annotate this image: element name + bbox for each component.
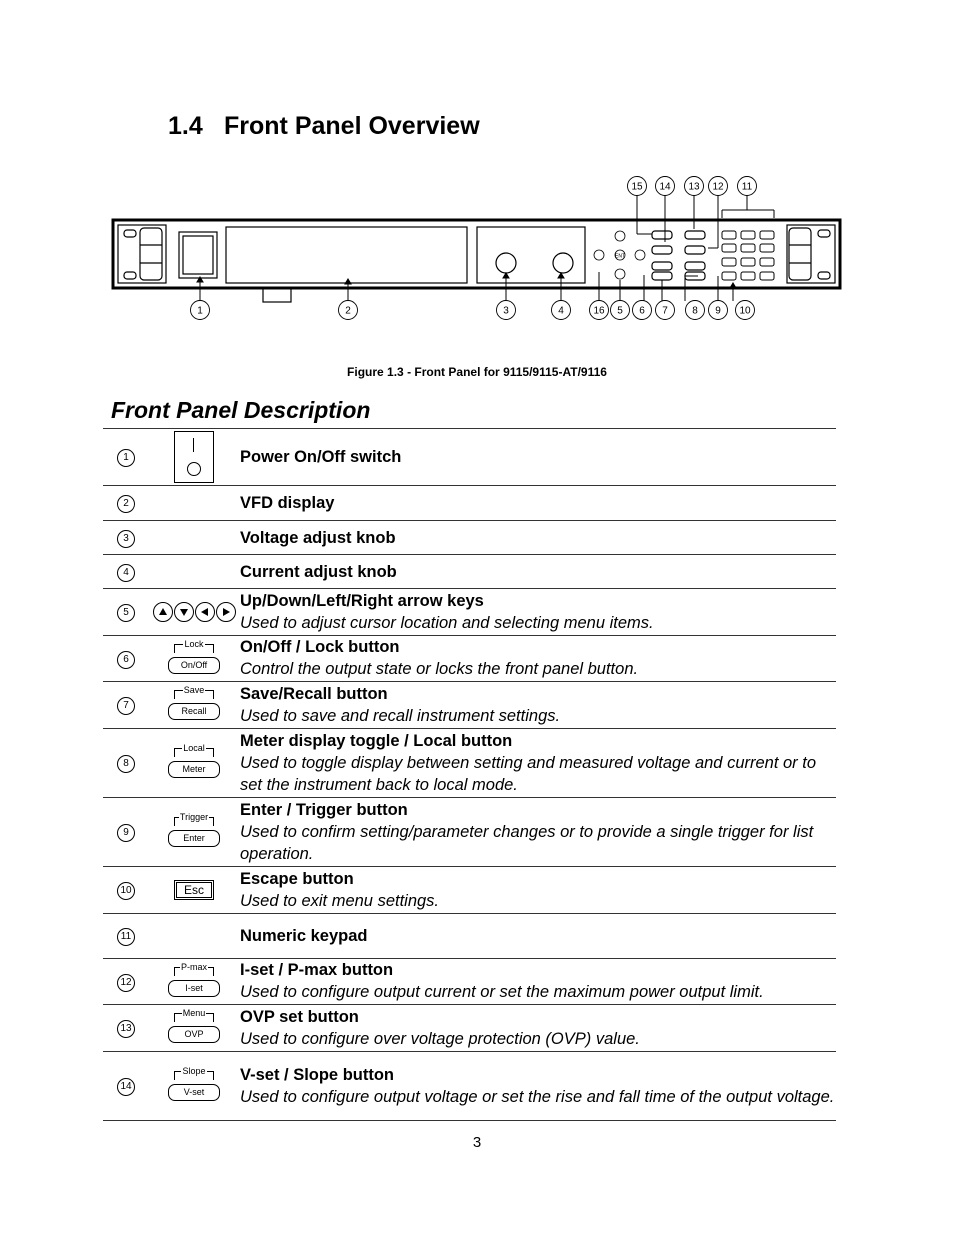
table-row (103, 867, 836, 914)
callout-10: 10 (739, 305, 751, 317)
voltage-knob (496, 253, 516, 273)
table-row (103, 682, 836, 729)
table-row (103, 959, 836, 1005)
table-row (103, 1005, 836, 1052)
callout-11: 11 (741, 181, 753, 193)
callout-1: 1 (197, 305, 203, 317)
leader-lines (197, 195, 774, 301)
callout-6: 6 (639, 305, 645, 317)
right-arrow-icon (216, 602, 236, 622)
callout-13: 13 (688, 181, 700, 193)
callout-5: 5 (617, 305, 623, 317)
item-number: 6 (117, 651, 135, 669)
item-number: 3 (117, 530, 135, 548)
item-title: Save/Recall button (240, 684, 388, 703)
item-title: V-set / Slope button (240, 1065, 395, 1084)
figure-caption: Figure 1.3 - Front Panel for 9115/9115-AT/9116 (347, 365, 607, 379)
item-description: Used to configure output current or set the maximum power output limit. (240, 983, 764, 1002)
item-title: Up/Down/Left/Right arrow keys (240, 591, 484, 610)
function-keys (652, 231, 705, 280)
callout-3: 3 (503, 305, 509, 317)
item-title: Enter / Trigger button (240, 800, 408, 819)
item-description: Used to confirm setting/parameter changes or to provide a single trigger for list operation. (240, 822, 814, 863)
enter-label: ENT (615, 253, 625, 260)
item-title: Escape button (240, 869, 354, 888)
item-number: 10 (117, 882, 135, 900)
item-number: 5 (117, 604, 135, 622)
item-number: 7 (117, 697, 135, 715)
left-arrow-icon (195, 602, 215, 622)
esc-key-icon: Esc (174, 880, 214, 900)
table-row (103, 521, 836, 555)
lock-onoff-key-icon: Lock On/Off (167, 643, 221, 675)
subsection-title: Front Panel Description (111, 397, 371, 423)
item-title: Current adjust knob (240, 562, 397, 581)
menu-ovp-key-icon: Menu OVP (167, 1012, 221, 1044)
arrow-keys-icon (153, 602, 239, 622)
table-row (103, 636, 836, 682)
up-arrow-icon (153, 602, 173, 622)
item-title: Voltage adjust knob (240, 528, 396, 547)
item-description: Used to adjust cursor location and selecting menu items. (240, 613, 654, 632)
table-row (103, 555, 836, 589)
table-row (103, 1052, 836, 1121)
callout-16: 16 (593, 305, 605, 317)
pmax-iset-key-icon: P-max I-set (167, 966, 221, 998)
item-number: 12 (117, 974, 135, 992)
table-row (103, 914, 836, 959)
front-panel-description-table (103, 428, 836, 1121)
item-number: 2 (117, 495, 135, 513)
item-description: Used to toggle display between setting and measured voltage and current or to set the instrument back to local mode. (240, 753, 817, 794)
section-number: 1.4 (168, 112, 203, 140)
item-title: Power On/Off switch (240, 448, 402, 466)
item-number: 9 (117, 824, 135, 842)
callout-7: 7 (662, 305, 668, 317)
numeric-keypad (722, 231, 774, 280)
item-description: Used to exit menu settings. (240, 891, 440, 910)
current-knob (553, 253, 573, 273)
callout-8: 8 (692, 305, 698, 317)
item-description: Used to configure output voltage or set the rise and fall time of the output voltage. (240, 1087, 835, 1106)
table-row (103, 798, 836, 867)
callout-14: 14 (659, 181, 671, 193)
power-switch (179, 232, 217, 278)
item-description: Used to save and recall instrument settings. (240, 706, 561, 725)
local-meter-key-icon: Local Meter (167, 747, 221, 779)
item-title: VFD display (240, 494, 335, 512)
power-switch-icon (174, 431, 214, 483)
left-rack-ear (118, 225, 166, 283)
callout-4: 4 (558, 305, 564, 317)
item-description: Used to configure over voltage protection (OVP) value. (240, 1029, 640, 1048)
callout-2: 2 (345, 305, 351, 317)
down-arrow-icon (174, 602, 194, 622)
trigger-enter-key-icon: Trigger Enter (167, 816, 221, 848)
table-row (103, 589, 836, 636)
save-recall-key-icon: Save Recall (167, 689, 221, 721)
front-panel-figure (108, 170, 848, 330)
callout-9: 9 (715, 305, 721, 317)
item-number: 8 (117, 755, 135, 773)
table-row (103, 729, 836, 798)
callout-15: 15 (631, 181, 643, 193)
vfd-display (226, 227, 467, 283)
item-number: 4 (117, 564, 135, 582)
callout-12: 12 (712, 181, 724, 193)
item-title: On/Off / Lock button (240, 638, 400, 657)
page-number: 3 (472, 1134, 482, 1151)
item-number: 11 (117, 928, 135, 946)
item-number: 13 (117, 1020, 135, 1038)
item-title: I-set / P-max button (240, 961, 394, 980)
slope-vset-key-icon: Slope V-set (167, 1070, 221, 1102)
item-title: Meter display toggle / Local button (240, 731, 513, 750)
item-number: 1 (117, 449, 135, 467)
item-number: 14 (117, 1078, 135, 1096)
table-row (103, 486, 836, 521)
table-row (103, 429, 836, 486)
item-description: Control the output state or locks the front panel button. (240, 660, 639, 679)
section-heading (168, 112, 480, 141)
section-title: Front Panel Overview (224, 112, 480, 140)
item-title: OVP set button (240, 1007, 359, 1026)
item-title: Numeric keypad (240, 927, 368, 945)
